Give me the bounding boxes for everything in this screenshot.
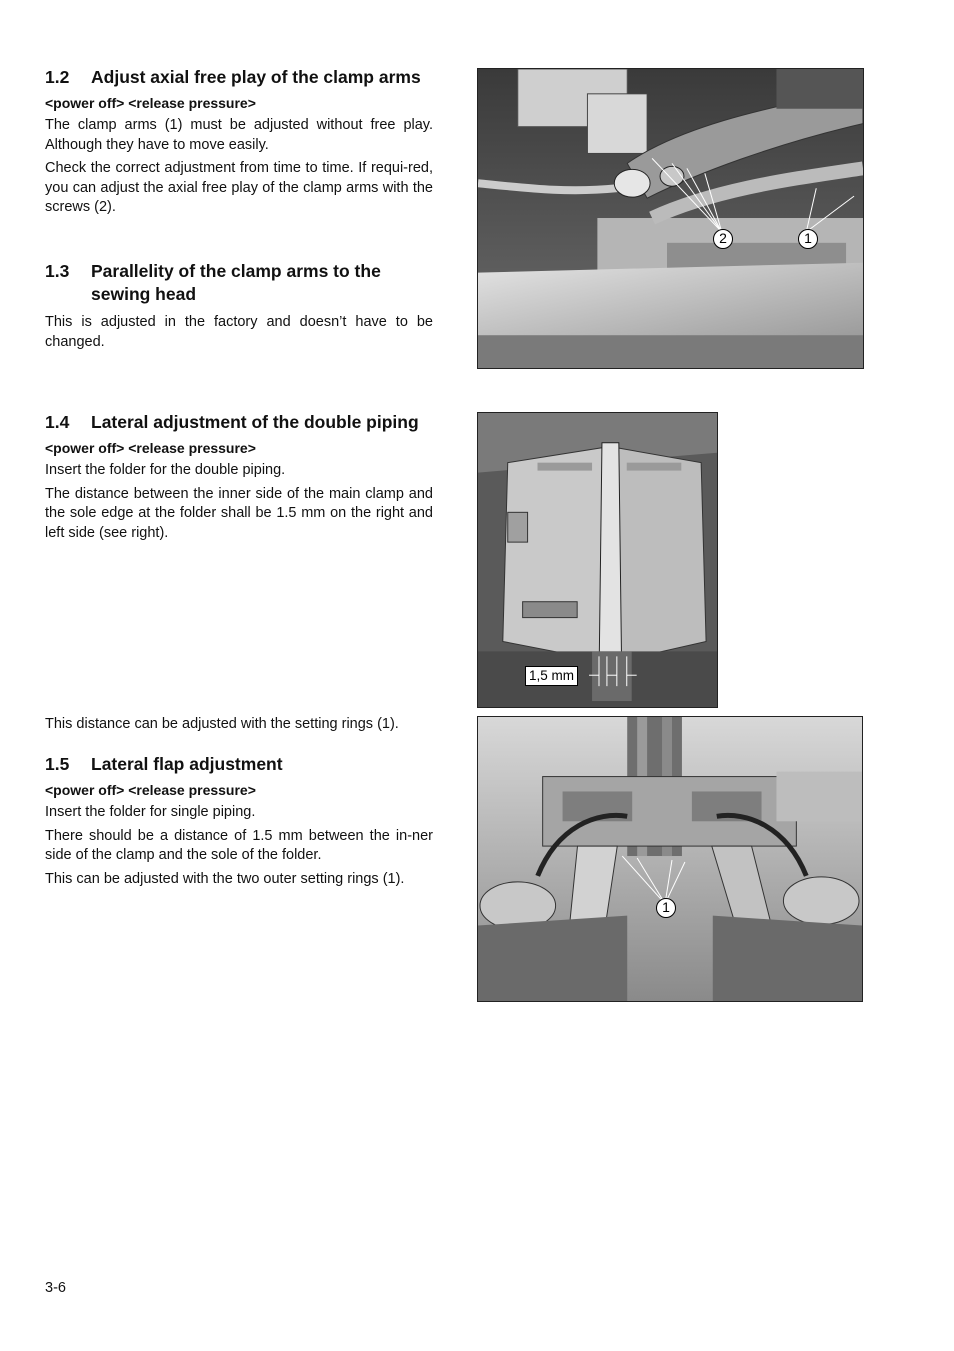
- photo-clamp-arms: [477, 68, 864, 369]
- photo-double-piping: [477, 412, 718, 708]
- section-number: 1.3: [45, 261, 70, 281]
- section-number: 1.4: [45, 412, 70, 432]
- page-number: 3-6: [45, 1280, 66, 1296]
- paragraph: This can be adjusted with the two outer setting rings (1).: [45, 870, 405, 887]
- photo-clamp-arms-image: [478, 69, 863, 368]
- section-1-4-note: [45, 715, 433, 739]
- power-off-note: <power off> <release pressure>: [45, 782, 256, 798]
- paragraph: This is adjusted in the factory and doesn’t have to be changed.: [45, 314, 433, 350]
- section-1-2: [45, 66, 433, 222]
- section-number: 1.5: [45, 754, 70, 774]
- section-number: 1.2: [45, 67, 70, 87]
- section-heading: [45, 411, 433, 434]
- paragraph: There should be a distance of 1.5 mm between the in-ner side of the clamp and the sole of the folder.: [45, 827, 433, 863]
- paragraph: This distance can be adjusted with the setting rings (1).: [45, 716, 399, 732]
- paragraph: Insert the folder for the double piping.: [45, 462, 286, 478]
- photo-double-piping-image: [478, 413, 717, 707]
- section-1-3: [45, 260, 433, 356]
- callout-2: 2: [713, 229, 733, 249]
- section-1-4: [45, 411, 433, 547]
- power-off-note: <power off> <release pressure>: [45, 440, 256, 456]
- section-heading: [45, 753, 433, 776]
- section-title: Adjust axial free play of the clamp arms: [91, 67, 421, 87]
- section-heading: [45, 66, 433, 89]
- callout-1: 1: [656, 898, 676, 918]
- callout-1: 1: [798, 229, 818, 249]
- photo-lateral-flap: [477, 716, 863, 1002]
- paragraph: Check the correct adjustment from time to time. If requi-red, you can adjust the axial free play of the clamp arms with the screws (2).: [45, 160, 433, 215]
- paragraph: The distance between the inner side of the main clamp and the sole edge at the folder shall be 1.5 mm on the right and left side (see right).: [45, 485, 433, 541]
- photo-lateral-flap-image: [478, 717, 862, 1001]
- section-title: Parallelity of the clamp arms to the sewing head: [91, 261, 381, 304]
- power-off-note: <power off> <release pressure>: [45, 95, 256, 111]
- dimension-label: 1,5 mm: [525, 666, 578, 686]
- section-heading: [45, 260, 433, 306]
- paragraph: Insert the folder for single piping.: [45, 804, 256, 820]
- paragraph: The clamp arms (1) must be adjusted without free play. Although they have to move easily.: [45, 117, 433, 153]
- section-1-5: [45, 753, 433, 893]
- section-title: Lateral adjustment of the double piping: [91, 412, 419, 432]
- section-title: Lateral flap adjustment: [91, 754, 283, 774]
